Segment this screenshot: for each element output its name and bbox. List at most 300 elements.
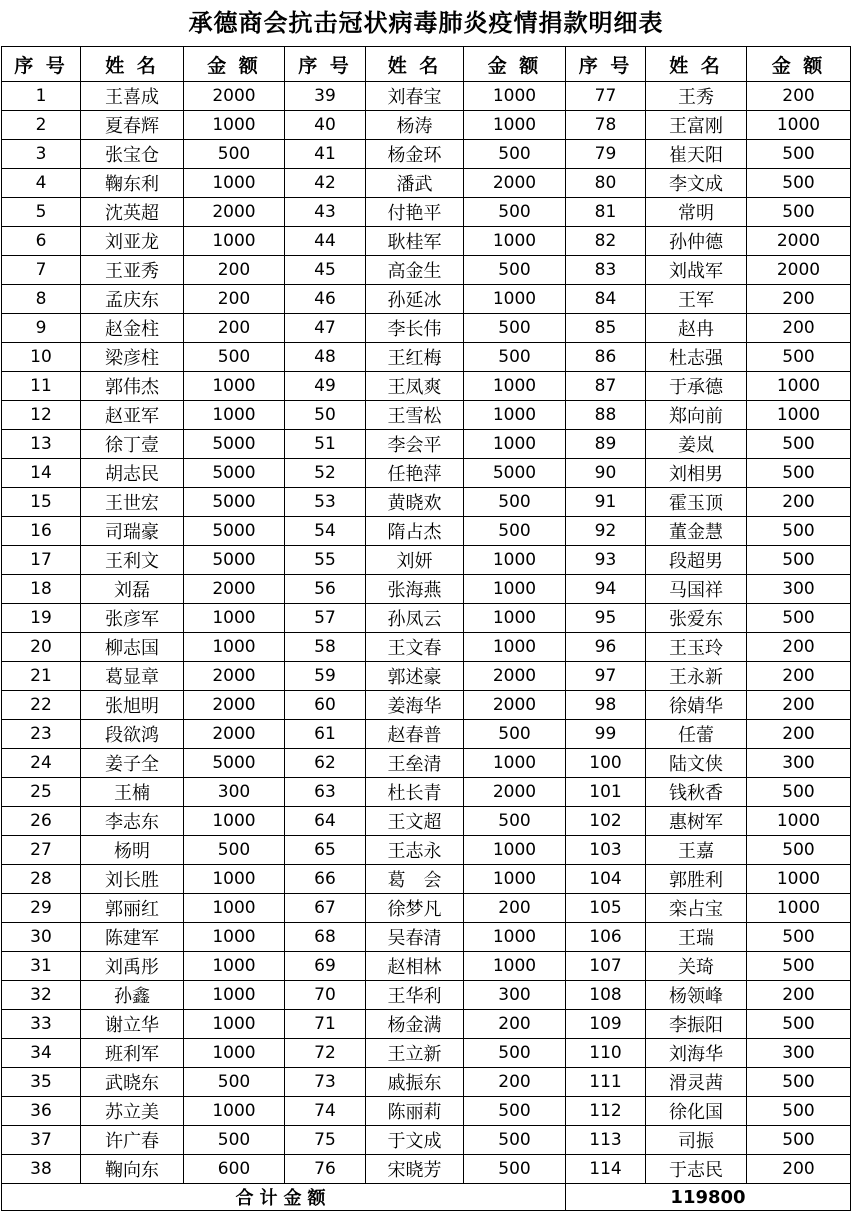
cell-name: 杜长青 [366, 778, 464, 807]
cell-name: 武晓东 [81, 1068, 184, 1097]
cell-seq: 69 [285, 952, 366, 981]
cell-seq: 39 [285, 82, 366, 111]
cell-name: 戚振东 [366, 1068, 464, 1097]
cell-amount: 300 [464, 981, 566, 1010]
table-row [2, 140, 851, 169]
cell-seq: 72 [285, 1039, 366, 1068]
cell-seq: 86 [566, 343, 646, 372]
cell-seq: 94 [566, 575, 646, 604]
cell-name: 王文春 [366, 633, 464, 662]
cell-name: 王利文 [81, 546, 184, 575]
cell-name: 王玉玲 [646, 633, 747, 662]
cell-seq: 59 [285, 662, 366, 691]
cell-seq: 47 [285, 314, 366, 343]
cell-seq: 58 [285, 633, 366, 662]
cell-name: 刘长胜 [81, 865, 184, 894]
cell-amount: 500 [464, 140, 566, 169]
cell-seq: 7 [2, 256, 81, 285]
cell-amount: 200 [184, 314, 285, 343]
header-name: 姓 名 [646, 47, 747, 82]
cell-name: 姜子全 [81, 749, 184, 778]
cell-name: 于志民 [646, 1155, 747, 1184]
header-seq: 序 号 [566, 47, 646, 82]
cell-name: 徐化国 [646, 1097, 747, 1126]
cell-amount: 500 [747, 459, 851, 488]
cell-name: 夏春辉 [81, 111, 184, 140]
cell-seq: 62 [285, 749, 366, 778]
header-seq: 序 号 [2, 47, 81, 82]
cell-amount: 500 [747, 1068, 851, 1097]
cell-amount: 200 [747, 82, 851, 111]
cell-name: 刘妍 [366, 546, 464, 575]
cell-name: 赵春普 [366, 720, 464, 749]
cell-name: 张海燕 [366, 575, 464, 604]
cell-name: 张爱东 [646, 604, 747, 633]
cell-seq: 36 [2, 1097, 81, 1126]
cell-name: 任蕾 [646, 720, 747, 749]
cell-name: 郑向前 [646, 401, 747, 430]
cell-seq: 30 [2, 923, 81, 952]
cell-name: 刘战军 [646, 256, 747, 285]
cell-seq: 65 [285, 836, 366, 865]
cell-seq: 13 [2, 430, 81, 459]
cell-name: 葛 会 [366, 865, 464, 894]
table-row [2, 285, 851, 314]
cell-seq: 17 [2, 546, 81, 575]
cell-amount: 200 [747, 662, 851, 691]
cell-amount: 500 [464, 256, 566, 285]
cell-seq: 27 [2, 836, 81, 865]
cell-name: 郭述豪 [366, 662, 464, 691]
table-row [2, 1010, 851, 1039]
cell-amount: 500 [747, 430, 851, 459]
cell-name: 李振阳 [646, 1010, 747, 1039]
cell-seq: 105 [566, 894, 646, 923]
cell-amount: 300 [747, 749, 851, 778]
cell-amount: 1000 [747, 894, 851, 923]
table-row [2, 256, 851, 285]
cell-name: 杨涛 [366, 111, 464, 140]
cell-name: 钱秋香 [646, 778, 747, 807]
cell-name: 梁彦柱 [81, 343, 184, 372]
cell-amount: 500 [184, 140, 285, 169]
cell-seq: 97 [566, 662, 646, 691]
cell-seq: 45 [285, 256, 366, 285]
cell-name: 王嘉 [646, 836, 747, 865]
cell-amount: 500 [747, 546, 851, 575]
cell-name: 惠树军 [646, 807, 747, 836]
cell-amount: 500 [184, 343, 285, 372]
cell-amount: 5000 [184, 749, 285, 778]
cell-amount: 500 [747, 343, 851, 372]
cell-amount: 1000 [464, 749, 566, 778]
cell-name: 司振 [646, 1126, 747, 1155]
cell-name: 刘春宝 [366, 82, 464, 111]
cell-name: 徐丁壹 [81, 430, 184, 459]
cell-amount: 500 [747, 923, 851, 952]
cell-amount: 1000 [747, 111, 851, 140]
table-title: 承德商会抗击冠状病毒肺炎疫情捐款明细表 [188, 8, 664, 37]
cell-seq: 32 [2, 981, 81, 1010]
cell-amount: 1000 [184, 981, 285, 1010]
cell-amount: 1000 [184, 227, 285, 256]
cell-amount: 1000 [184, 807, 285, 836]
cell-amount: 500 [747, 517, 851, 546]
cell-amount: 1000 [747, 401, 851, 430]
cell-name: 于承德 [646, 372, 747, 401]
cell-amount: 1000 [184, 111, 285, 140]
cell-name: 王世宏 [81, 488, 184, 517]
table-row [2, 952, 851, 981]
cell-name: 王文超 [366, 807, 464, 836]
cell-name: 苏立美 [81, 1097, 184, 1126]
cell-seq: 99 [566, 720, 646, 749]
table-row [2, 1097, 851, 1126]
cell-seq: 15 [2, 488, 81, 517]
cell-seq: 8 [2, 285, 81, 314]
cell-name: 王红梅 [366, 343, 464, 372]
table-row [2, 662, 851, 691]
header-row [2, 47, 851, 82]
cell-seq: 71 [285, 1010, 366, 1039]
cell-seq: 112 [566, 1097, 646, 1126]
cell-amount: 300 [747, 575, 851, 604]
cell-seq: 44 [285, 227, 366, 256]
cell-amount: 200 [747, 633, 851, 662]
cell-name: 班利军 [81, 1039, 184, 1068]
table-row [2, 894, 851, 923]
cell-name: 孙仲德 [646, 227, 747, 256]
table-row [2, 575, 851, 604]
cell-seq: 14 [2, 459, 81, 488]
cell-amount: 1000 [184, 169, 285, 198]
cell-seq: 49 [285, 372, 366, 401]
cell-name: 刘禹彤 [81, 952, 184, 981]
cell-amount: 2000 [464, 662, 566, 691]
cell-name: 张宝仓 [81, 140, 184, 169]
cell-amount: 5000 [464, 459, 566, 488]
cell-seq: 95 [566, 604, 646, 633]
cell-seq: 81 [566, 198, 646, 227]
cell-name: 陈建军 [81, 923, 184, 952]
cell-name: 吴春清 [366, 923, 464, 952]
cell-seq: 67 [285, 894, 366, 923]
cell-amount: 1000 [184, 1010, 285, 1039]
cell-amount: 500 [464, 1155, 566, 1184]
cell-name: 宋晓芳 [366, 1155, 464, 1184]
cell-seq: 57 [285, 604, 366, 633]
cell-seq: 108 [566, 981, 646, 1010]
cell-amount: 500 [464, 1039, 566, 1068]
cell-amount: 5000 [184, 430, 285, 459]
table-row [2, 1039, 851, 1068]
cell-name: 董金慧 [646, 517, 747, 546]
cell-name: 沈英超 [81, 198, 184, 227]
cell-name: 姜岚 [646, 430, 747, 459]
cell-name: 王楠 [81, 778, 184, 807]
cell-name: 刘磊 [81, 575, 184, 604]
cell-name: 赵冉 [646, 314, 747, 343]
cell-amount: 1000 [184, 923, 285, 952]
cell-seq: 16 [2, 517, 81, 546]
cell-name: 谢立华 [81, 1010, 184, 1039]
cell-seq: 20 [2, 633, 81, 662]
cell-amount: 500 [464, 807, 566, 836]
cell-amount: 500 [464, 1126, 566, 1155]
cell-name: 任艳萍 [366, 459, 464, 488]
header-amount: 金 额 [464, 47, 566, 82]
cell-name: 郭伟杰 [81, 372, 184, 401]
cell-seq: 63 [285, 778, 366, 807]
cell-amount: 200 [747, 691, 851, 720]
table-row [2, 343, 851, 372]
cell-name: 付艳平 [366, 198, 464, 227]
cell-seq: 104 [566, 865, 646, 894]
cell-seq: 114 [566, 1155, 646, 1184]
table-row [2, 459, 851, 488]
cell-amount: 200 [464, 894, 566, 923]
cell-seq: 25 [2, 778, 81, 807]
cell-name: 王永新 [646, 662, 747, 691]
cell-seq: 93 [566, 546, 646, 575]
cell-seq: 19 [2, 604, 81, 633]
cell-name: 王凤爽 [366, 372, 464, 401]
cell-name: 黄晓欢 [366, 488, 464, 517]
cell-name: 王垒清 [366, 749, 464, 778]
cell-seq: 79 [566, 140, 646, 169]
cell-name: 张旭明 [81, 691, 184, 720]
cell-amount: 1000 [464, 227, 566, 256]
cell-seq: 98 [566, 691, 646, 720]
cell-name: 刘亚龙 [81, 227, 184, 256]
cell-name: 陆文侠 [646, 749, 747, 778]
cell-amount: 1000 [464, 923, 566, 952]
cell-seq: 21 [2, 662, 81, 691]
cell-name: 于文成 [366, 1126, 464, 1155]
table-row [2, 1068, 851, 1097]
cell-seq: 106 [566, 923, 646, 952]
cell-seq: 74 [285, 1097, 366, 1126]
cell-amount: 500 [747, 1010, 851, 1039]
cell-amount: 2000 [747, 227, 851, 256]
cell-amount: 1000 [464, 604, 566, 633]
cell-seq: 78 [566, 111, 646, 140]
cell-seq: 26 [2, 807, 81, 836]
cell-name: 杨金环 [366, 140, 464, 169]
cell-name: 胡志民 [81, 459, 184, 488]
cell-seq: 77 [566, 82, 646, 111]
cell-seq: 83 [566, 256, 646, 285]
cell-seq: 66 [285, 865, 366, 894]
cell-name: 霍玉顶 [646, 488, 747, 517]
cell-name: 郭丽红 [81, 894, 184, 923]
cell-seq: 42 [285, 169, 366, 198]
cell-seq: 11 [2, 372, 81, 401]
cell-amount: 200 [747, 981, 851, 1010]
cell-seq: 18 [2, 575, 81, 604]
cell-name: 郭胜利 [646, 865, 747, 894]
cell-amount: 1000 [747, 865, 851, 894]
cell-name: 王雪松 [366, 401, 464, 430]
table-row [2, 227, 851, 256]
cell-seq: 34 [2, 1039, 81, 1068]
cell-amount: 500 [464, 488, 566, 517]
cell-seq: 76 [285, 1155, 366, 1184]
header-name: 姓 名 [81, 47, 184, 82]
header-amount: 金 额 [747, 47, 851, 82]
cell-amount: 500 [747, 140, 851, 169]
cell-seq: 102 [566, 807, 646, 836]
cell-amount: 1000 [184, 633, 285, 662]
cell-name: 杜志强 [646, 343, 747, 372]
cell-amount: 1000 [464, 836, 566, 865]
cell-amount: 200 [464, 1068, 566, 1097]
table-row [2, 169, 851, 198]
cell-seq: 85 [566, 314, 646, 343]
cell-amount: 500 [184, 1126, 285, 1155]
cell-name: 耿桂军 [366, 227, 464, 256]
cell-seq: 12 [2, 401, 81, 430]
cell-name: 崔天阳 [646, 140, 747, 169]
cell-name: 徐梦凡 [366, 894, 464, 923]
cell-seq: 22 [2, 691, 81, 720]
cell-amount: 1000 [184, 604, 285, 633]
total-value: 119800 [566, 1184, 851, 1211]
table-body [2, 82, 851, 1184]
cell-name: 赵亚军 [81, 401, 184, 430]
cell-seq: 51 [285, 430, 366, 459]
table-row [2, 488, 851, 517]
cell-name: 李会平 [366, 430, 464, 459]
table-row [2, 836, 851, 865]
table-row [2, 314, 851, 343]
cell-seq: 89 [566, 430, 646, 459]
cell-seq: 60 [285, 691, 366, 720]
cell-seq: 64 [285, 807, 366, 836]
cell-seq: 82 [566, 227, 646, 256]
cell-seq: 103 [566, 836, 646, 865]
cell-name: 陈丽莉 [366, 1097, 464, 1126]
cell-seq: 90 [566, 459, 646, 488]
cell-amount: 1000 [464, 111, 566, 140]
cell-name: 葛显章 [81, 662, 184, 691]
table-row [2, 604, 851, 633]
cell-amount: 2000 [184, 720, 285, 749]
cell-name: 杨领峰 [646, 981, 747, 1010]
table-row [2, 198, 851, 227]
cell-seq: 4 [2, 169, 81, 198]
cell-name: 王秀 [646, 82, 747, 111]
cell-amount: 500 [747, 952, 851, 981]
cell-amount: 500 [747, 604, 851, 633]
cell-seq: 2 [2, 111, 81, 140]
cell-seq: 100 [566, 749, 646, 778]
total-label: 合计金额 [2, 1184, 566, 1211]
cell-amount: 1000 [184, 865, 285, 894]
cell-name: 孙鑫 [81, 981, 184, 1010]
cell-amount: 500 [747, 778, 851, 807]
cell-amount: 500 [747, 1097, 851, 1126]
cell-amount: 1000 [747, 372, 851, 401]
cell-name: 王志永 [366, 836, 464, 865]
cell-amount: 500 [464, 343, 566, 372]
cell-amount: 500 [464, 720, 566, 749]
table-row [2, 430, 851, 459]
cell-seq: 91 [566, 488, 646, 517]
cell-amount: 2000 [184, 198, 285, 227]
cell-amount: 500 [184, 1068, 285, 1097]
table-row [2, 372, 851, 401]
cell-amount: 5000 [184, 517, 285, 546]
cell-name: 鞠东利 [81, 169, 184, 198]
cell-amount: 1000 [184, 372, 285, 401]
cell-amount: 1000 [184, 1039, 285, 1068]
cell-amount: 200 [464, 1010, 566, 1039]
table-row [2, 807, 851, 836]
cell-amount: 600 [184, 1155, 285, 1184]
cell-name: 孙延冰 [366, 285, 464, 314]
cell-amount: 1000 [464, 401, 566, 430]
cell-seq: 37 [2, 1126, 81, 1155]
cell-name: 王华利 [366, 981, 464, 1010]
cell-amount: 2000 [464, 691, 566, 720]
cell-seq: 50 [285, 401, 366, 430]
cell-name: 王富刚 [646, 111, 747, 140]
cell-amount: 1000 [464, 575, 566, 604]
cell-name: 隋占杰 [366, 517, 464, 546]
table-row [2, 865, 851, 894]
cell-name: 刘相男 [646, 459, 747, 488]
table-row [2, 1126, 851, 1155]
cell-amount: 300 [184, 778, 285, 807]
cell-name: 马国祥 [646, 575, 747, 604]
cell-amount: 200 [747, 488, 851, 517]
cell-name: 张彦军 [81, 604, 184, 633]
cell-amount: 1000 [464, 430, 566, 459]
cell-name: 段欲鸿 [81, 720, 184, 749]
cell-amount: 500 [747, 836, 851, 865]
cell-seq: 35 [2, 1068, 81, 1097]
cell-name: 司瑞豪 [81, 517, 184, 546]
table-row [2, 546, 851, 575]
table-row [2, 1155, 851, 1184]
cell-amount: 2000 [184, 575, 285, 604]
cell-amount: 1000 [464, 633, 566, 662]
cell-name: 段超男 [646, 546, 747, 575]
cell-seq: 31 [2, 952, 81, 981]
cell-amount: 300 [747, 1039, 851, 1068]
cell-name: 徐婧华 [646, 691, 747, 720]
table-row [2, 720, 851, 749]
cell-seq: 5 [2, 198, 81, 227]
cell-amount: 500 [464, 198, 566, 227]
cell-name: 许广春 [81, 1126, 184, 1155]
cell-amount: 1000 [464, 372, 566, 401]
cell-name: 潘武 [366, 169, 464, 198]
cell-amount: 500 [184, 836, 285, 865]
total-row [2, 1184, 851, 1211]
cell-seq: 87 [566, 372, 646, 401]
cell-name: 栾占宝 [646, 894, 747, 923]
cell-seq: 24 [2, 749, 81, 778]
cell-seq: 10 [2, 343, 81, 372]
cell-name: 刘海华 [646, 1039, 747, 1068]
cell-amount: 5000 [184, 459, 285, 488]
table-row [2, 749, 851, 778]
cell-amount: 200 [184, 256, 285, 285]
cell-seq: 3 [2, 140, 81, 169]
cell-amount: 1000 [184, 894, 285, 923]
